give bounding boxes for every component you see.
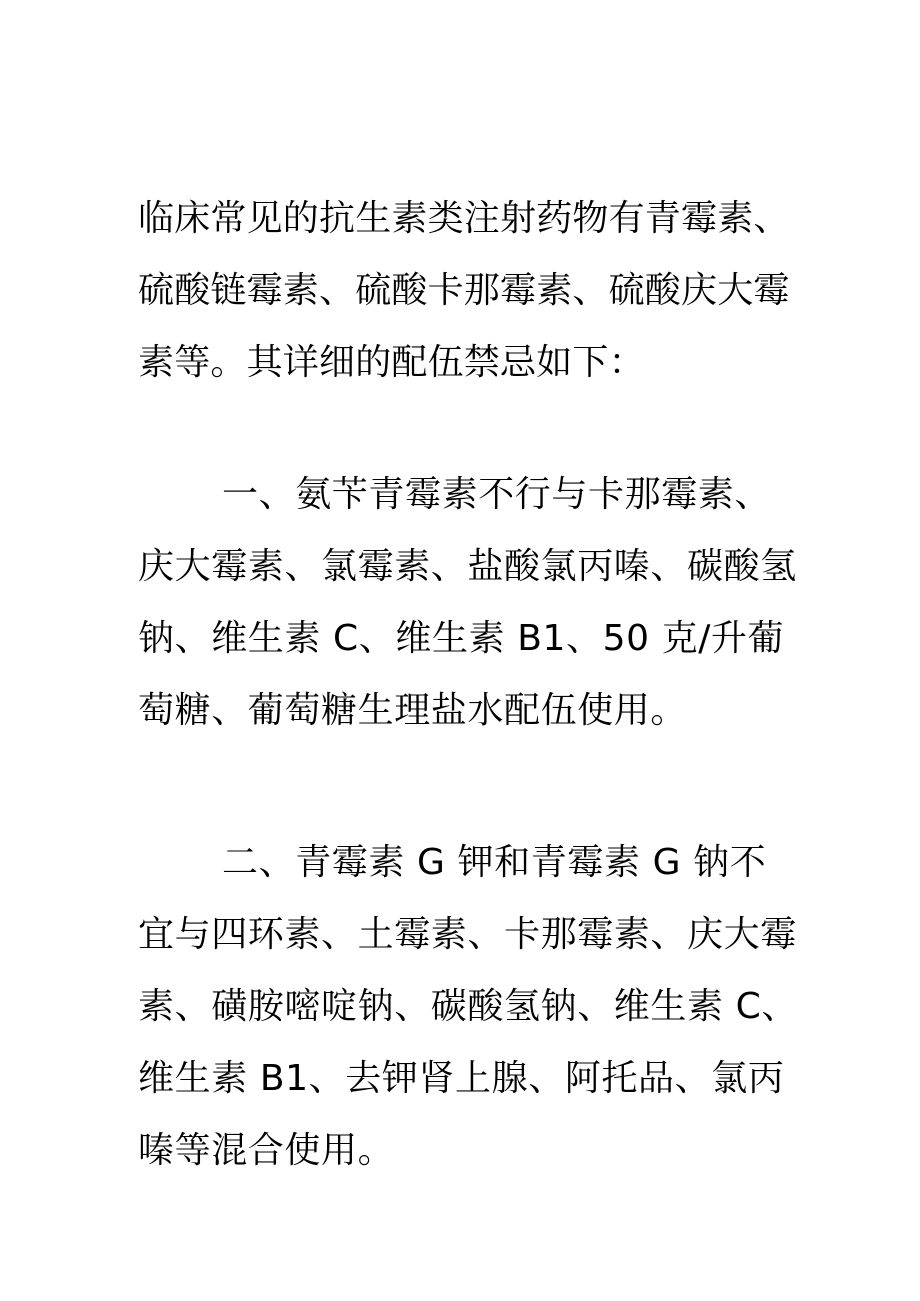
rule-one-paragraph: 一、氨苄青霉素不行与卡那霉素、庆大霉素、氯霉素、盐酸氯丙嗪、碳酸氢钠、维生素 C、维生素 B1、50 克/升葡萄糖、葡萄糖生理盐水配伍使用。 bbox=[138, 474, 797, 731]
rule-two-paragraph: 二、青霉素 G 钾和青霉素 G 钠不宜与四环素、土霉素、卡那霉素、庆大霉素、磺胺嘧啶钠、碳酸氢钠、维生素 C、维生素 B1、去钾肾上腺、阿托品、氯丙嗪等混合使用。 bbox=[138, 842, 798, 1171]
intro-paragraph: 临床常见的抗生素类注射药物有青霉素、硫酸链霉素、硫酸卡那霉素、硫酸庆大霉素等。其详细的配伍禁忌如下： bbox=[138, 198, 790, 383]
